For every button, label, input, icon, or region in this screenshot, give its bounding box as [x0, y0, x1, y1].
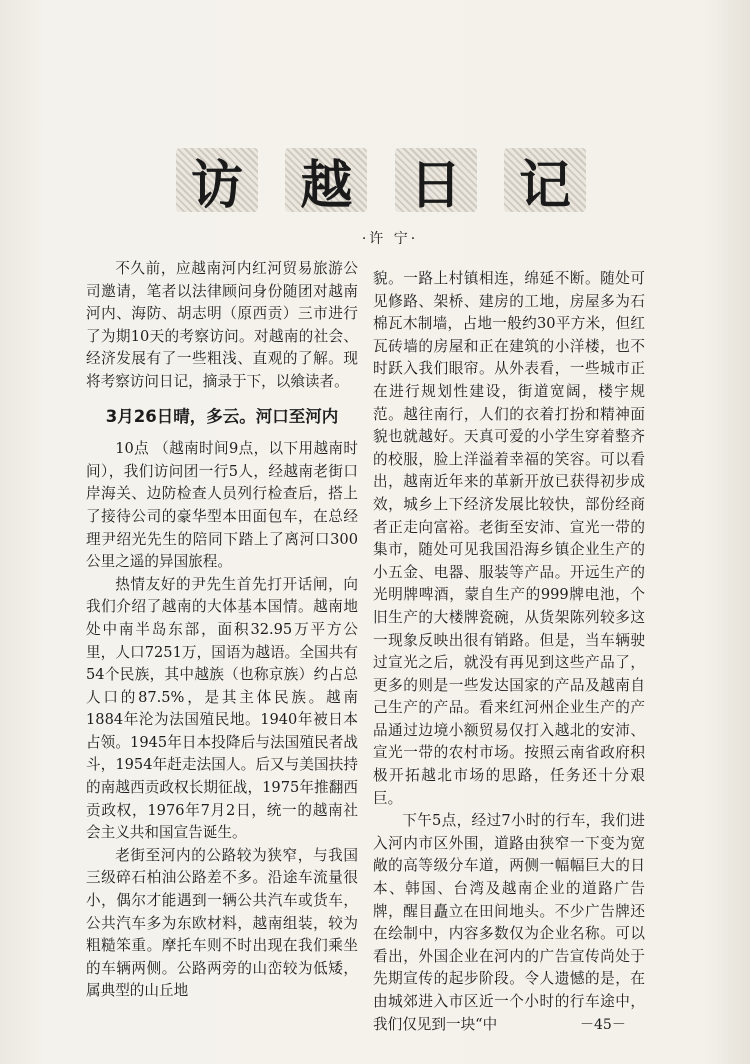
paragraph: 下午5点，经过7小时的行车，我们进入河内市区外围，道路由狭窄一下变为宽敞的高等级分车道，两侧一幅幅巨大的日本、韩国、台湾及越南企业的道路广告牌，醒目矗立在田间地头。不少广告牌还在绘制中，内容多数仅为企业名称。可以看出，外国企业在河内的广告宣传尚处于先期宣传的起步阶段。令人遗憾的是，在由城郊进入市区近一个小时的行车途中，我们仅见到一块“中: [373, 812, 645, 1033]
author-byline: ·许 宁·: [361, 231, 419, 247]
paragraph: 不久前，应越南河内红河贸易旅游公司邀请，笔者以法律顾问身份随团对越南河内、海防、胡志明（原西贡）三市进行了为期10天的考察访问。对越南的社会、经济发展有了一些粗浅、直观的了解。现将考察访问日记，摘录于下，以飨读者。: [86, 260, 358, 390]
title-char: 记: [504, 148, 586, 212]
title-char: 越: [285, 148, 367, 212]
left-column: [86, 258, 358, 1003]
right-column: [373, 268, 645, 1036]
page-number: －45－: [580, 1017, 626, 1033]
paragraph: 老街至河内的公路较为狭窄，与我国三级碎石柏油公路差不多。沿途车流量很小，偶尔才能遇到一辆公共汽车或货车，公共汽车多为东欧材料，越南组装，较为粗糙笨重。摩托车则不时出现在我们乘坐的车辆两侧。公路两旁的山峦较为低矮，属典型的山丘地: [86, 846, 358, 1000]
paragraph: 貌。一路上村镇相连，绵延不断。随处可见修路、架桥、建房的工地，房屋多为石棉瓦木制墙，占地一般约30平方米，但红瓦砖墙的房屋和正在建筑的小洋楼，也不时跃入我们眼帘。从外表看，一些城市正在进行规划性建设，街道宽阔，楼宇规范。越往南行，人们的衣着打扮和精神面貌也就越好。天真可爱的小学生穿着整齐的校服，脸上洋溢着幸福的笑容。可以看出，越南近年来的革新开放已获得初步成效，城乡上下经济发展比较快，部份经商者正走向富裕。老街至安沛、宣光一带的集市，随处可见我国沿海乡镇企业生产的小五金、电器、服装等产品。开远生产的光明牌啤酒，蒙自生产的999牌电池，个旧生产的大楼牌瓷碗，从货架陈列较多这一现象反映出很有销路。但是，当车辆驶过宣光之后，就没有再见到这些产品了，更多的则是一些发达国家的产品及越南自己生产的产品。看来红河州企业生产的产品通过边境小额贸易仅打入越北的安沛、宣光一带的农村市场。按照云南省政府积极开拓越北市场的思路，任务还十分艰巨。: [373, 270, 645, 807]
article-title: [176, 140, 586, 220]
paragraph: 10点 （越南时间9点，以下用越南时间），我们访问团一行5人，经越南老街口岸海关、边防检查人员列行检查后，搭上了接待公司的豪华型本田面包车，在总经理尹绍光先生的陪同下踏上了离河口300公里之遥的异国旅程。: [86, 440, 358, 571]
section-heading: 3月26日晴，多云。河口至河内: [105, 406, 339, 426]
paragraph: 热情友好的尹先生首先打开话闸，向我们介绍了越南的大体基本国情。越南地处中南半岛东部，面积32.95万平方公里，人口7251万，国语为越语。全国共有54个民族，其中越族（也称京族）约占总人口的87.5%，是其主体民族。越南1884年沦为法国殖民地。1940年被日本占领。1945年日本投降后与法国殖民者战斗，1954年赶走法国人。后又与美国扶持的南越西贡政权长期征战，1975年推翻西贡政权，1976年7月2日，统一的越南社会主义共和国宣告诞生。: [86, 575, 358, 842]
title-char: 访: [176, 148, 258, 212]
title-char: 日: [395, 148, 477, 212]
